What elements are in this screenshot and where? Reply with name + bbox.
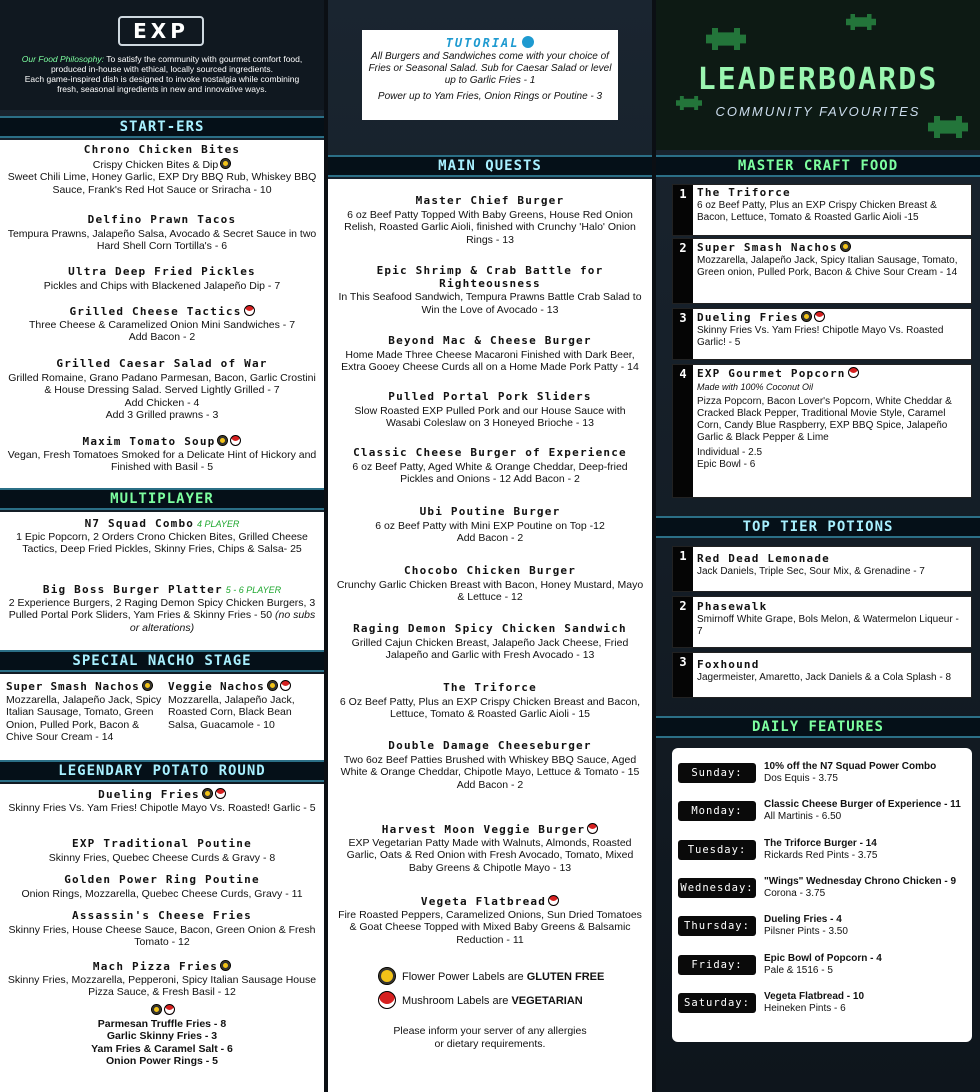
mushroom-icon (378, 991, 396, 1009)
list-item (336, 623, 644, 662)
main-quests-section (328, 179, 652, 1092)
rank-number: 2 (673, 597, 693, 647)
daily-row (678, 986, 968, 1020)
daily-row (678, 948, 968, 982)
gluten-free-icon (151, 1004, 162, 1015)
list-item (6, 788, 318, 814)
philosophy-text: To satisfy the community with gourmet comfort food, produced in-house with ethical, locally sourced ingredients. (50, 54, 303, 74)
item-title: The Triforce (443, 681, 537, 694)
philosophy-text2: Each game-inspired dish is designed to invoke nostalgia while combining fresh, seasonal ingredients in new and innovative ways. (24, 74, 300, 94)
list-item (336, 823, 644, 874)
item-extra: Add 3 Grilled prawns - 3 (105, 409, 219, 421)
side-item: Yam Fries & Caramel Salt - 6 (91, 1042, 233, 1055)
vegetarian-icon (164, 1004, 175, 1015)
legend-shroom-bold: VEGETARIAN (511, 995, 583, 1007)
item-title: Phasewalk (697, 600, 768, 613)
leaderboards-header (656, 0, 980, 150)
list-item (336, 506, 644, 545)
list-item (6, 960, 318, 999)
item-title: Chrono Chicken Bites (83, 143, 241, 156)
item-title: Pulled Portal Pork Sliders (388, 390, 592, 403)
list-item (6, 518, 318, 556)
list-item (168, 680, 318, 731)
side-item: Parmesan Truffle Fries - 8 (97, 1017, 227, 1030)
day-label: Monday: (678, 801, 756, 821)
item-desc: Tempura Prawns, Jalapeño Salsa, Avocado & Secret Sauce in two Hard Shell Corn Tortilla's - 6 (7, 227, 317, 252)
vegetarian-icon (587, 823, 598, 834)
list-item (336, 740, 644, 791)
item-desc: In This Seafood Sandwich, Tempura Prawns Battle Crab Salad to Win the Love of Avocado - 13 (338, 291, 642, 316)
header-panel (0, 0, 324, 110)
item-title: Grilled Caesar Salad of War (56, 357, 268, 370)
daily-drink: Heineken Pints - 6 (764, 1003, 846, 1014)
item-desc: Grilled Cajun Chicken Breast, Jalapeño Jack Cheese, Fried Jalapeño and Garlic with Fresh Avocado - 13 (351, 636, 629, 661)
gluten-free-icon (217, 435, 228, 446)
item-title: Ultra Deep Fried Pickles (68, 265, 256, 278)
tutorial-box (362, 30, 618, 120)
potato-heading: LEGENDARY POTATO ROUND (0, 760, 324, 782)
item-desc: 6 Oz Beef Patty, Plus an EXP Crispy Chicken Breast and Bacon, Lettuce, Tomato & Roasted Garlic Aioli - 15 (339, 695, 641, 720)
gluten-free-icon (202, 788, 213, 799)
rank-card (672, 364, 972, 498)
item-title: Mach Pizza Fries (92, 960, 219, 973)
list-item (336, 391, 644, 430)
gluten-free-icon (267, 680, 278, 691)
item-title: Veggie Nachos (168, 680, 265, 693)
vegetarian-icon (244, 305, 255, 316)
daily-heading: DAILY FEATURES (656, 716, 980, 738)
rank-number: 4 (673, 365, 693, 497)
item-title: Chocobo Chicken Burger (403, 564, 577, 577)
middle-menu-column (328, 0, 652, 1092)
day-label: Wednesday: (678, 878, 756, 898)
item-title: Raging Demon Spicy Chicken Sandwich (353, 622, 627, 635)
item-desc: Crunchy Garlic Chicken Breast with Bacon, Honey Mustard, Mayo & Lettuce - 12 (336, 578, 644, 603)
item-desc: Skinny Fries Vs. Yam Fries! Chipotle Mayo Vs. Roasted Garlic! - 5 (697, 325, 944, 348)
vegetarian-icon (548, 895, 559, 906)
side-item: Onion Power Rings - 5 (105, 1055, 218, 1067)
item-extra: Add Bacon - 2 (456, 778, 524, 791)
day-label: Saturday: (678, 993, 756, 1013)
rank-card (672, 546, 972, 592)
list-item (336, 195, 644, 246)
item-title: Golden Power Ring Poutine (64, 873, 260, 886)
left-menu-column (0, 0, 324, 1092)
list-item (336, 447, 644, 486)
item-desc: Fire Roasted Peppers, Caramelized Onions, Sun Dried Tomatoes & Goat Cheese Topped with Mixed Baby Greens & Balsamic Reduction - 11 (338, 908, 642, 946)
list-item (336, 682, 644, 721)
item-desc: Vegan, Fresh Tomatoes Smoked for a Delicate Hint of Hickory and Finished with Basil - 5 (7, 448, 317, 473)
item-desc: Skinny Fries Vs. Yam Fries! Chipotle Mayo Vs. Roasted! Garlic - 5 (8, 801, 316, 814)
daily-main: Epic Bowl of Popcorn - 4 (764, 953, 882, 964)
item-desc: Skinny Fries, Mozzarella, Pepperoni, Spicy Italian Sausage House Pizza Sauce, & Fresh Basil - 12 (7, 973, 317, 998)
item-desc: Sweet Chili Lime, Honey Garlic, EXP Dry BBQ Rub, Whiskey BBQ Sauce, Frank's Red Hot Sauce or Sriracha - 10 (7, 171, 317, 196)
gluten-free-icon (840, 241, 851, 252)
list-item (6, 358, 318, 422)
item-desc: Jagermeister, Amaretto, Jack Daniels & a Cola Splash - 8 (697, 672, 952, 683)
starters-heading: START-ERS (0, 116, 324, 138)
potato-section (0, 784, 324, 1092)
rank-card (672, 238, 972, 304)
list-item (6, 910, 318, 949)
daily-main: Vegeta Flatbread - 10 (764, 991, 865, 1002)
item-title: EXP Traditional Poutine (72, 837, 252, 850)
legend-mushroom (376, 991, 632, 1009)
food-heading: MASTER CRAFT FOOD (656, 155, 980, 177)
list-item (6, 584, 318, 634)
day-label: Friday: (678, 955, 756, 975)
day-label: Sunday: (678, 763, 756, 783)
daily-main: Dueling Fries - 4 (764, 914, 842, 925)
list-item (336, 265, 644, 316)
item-desc: EXP Vegetarian Patty Made with Walnuts, Almonds, Roasted Garlic, Oats & Red Onion with Fresh Avocado, Tomato, Mixed Baby Greens & Chipotle Mayo - 13 (346, 836, 634, 874)
item-desc: Smirnoff White Grape, Bols Melon, & Watermelon Liqueur - 7 (697, 614, 959, 637)
vegetarian-icon (848, 367, 859, 378)
item-desc: Grilled Romaine, Grano Padano Parmesan, Bacon, Garlic Crostini & House Dressing Salad. Served Lightly Grilled - 7 (8, 371, 316, 396)
item-desc: 1 Epic Popcorn, 2 Orders Crono Chicken Bites, Grilled Cheese Tactics, Deep Fried Pickles, Skinny Fries, Chips & Salsa- 25 (16, 530, 308, 555)
leaderboards-subtitle: COMMUNITY FAVOURITES (715, 104, 921, 119)
tutorial-text: All Burgers and Sandwiches come with your choice of Fries or Seasonal Salad. Sub for Caesar Salad or level up to Garlic Fries - 1 (368, 51, 612, 86)
item-desc: Skinny Fries, House Cheese Sauce, Bacon, Green Onion & Fresh Tomato - 12 (8, 923, 316, 948)
daily-main: Classic Cheese Burger of Experience - 11 (764, 799, 961, 810)
legend-flower-text: Flower Power Labels are (402, 971, 527, 983)
item-title: Beyond Mac & Cheese Burger (388, 334, 592, 347)
day-label: Tuesday: (678, 840, 756, 860)
gluten-free-icon (220, 158, 231, 169)
item-title: Master Chief Burger (415, 194, 565, 207)
gluten-free-icon (142, 680, 153, 691)
item-desc: Pickles and Chips with Blackened Jalapeño Dip - 7 (43, 279, 281, 292)
daily-row (678, 909, 968, 943)
allergy-notice: Please inform your server of any allergies or dietary requirements. (393, 1025, 587, 1050)
item-title: Red Dead Lemonade (697, 552, 830, 565)
nacho-section (0, 674, 324, 760)
item-desc: 6 oz Beef Patty Topped With Baby Greens, House Red Onion Relish, Roasted Garlic Aioli, finished with Crunchy 'Halo' Onion Rings - 13 (344, 208, 636, 246)
item-extra: Add Chicken - 4 (124, 396, 200, 409)
list-item (6, 214, 318, 253)
item-extra: Epic Bowl - 6 (697, 459, 756, 470)
item-desc: Skinny Fries, Quebec Cheese Curds & Gravy - 8 (48, 851, 276, 864)
item-title: Harvest Moon Veggie Burger (381, 823, 586, 836)
item-desc: 6 oz Beef Patty, Aged White & Orange Cheddar, Deep-fried Pickles and Onions - 12 Add Bacon - 2 (352, 460, 628, 485)
item-title: Ubi Poutine Burger (419, 505, 561, 518)
item-title: EXP Gourmet Popcorn (697, 367, 846, 380)
item-desc: Onion Rings, Mozzarella, Quebec Cheese Curds, Gravy - 11 (21, 887, 303, 900)
item-title: Super Smash Nachos (6, 680, 140, 693)
gluten-free-icon (220, 960, 231, 971)
daily-row (678, 871, 968, 905)
item-title: Foxhound (697, 658, 760, 671)
item-desc: Home Made Three Cheese Macaroni Finished with Dark Beer, Extra Gooey Cheese Curds all on a Home Made Pork Patty - 14 (341, 348, 639, 373)
legend-flower (376, 967, 632, 985)
exp-logo: EXP (118, 16, 204, 46)
vegetarian-icon (215, 788, 226, 799)
daily-drink: Corona - 3.75 (764, 888, 826, 899)
item-extra: Add Bacon - 2 (128, 331, 196, 343)
leaderboards-title: LEADERBOARDS (697, 62, 939, 97)
food-philosophy (14, 54, 310, 94)
vegetarian-icon (814, 311, 825, 322)
list-item (6, 305, 318, 344)
item-extra: Individual - 2.5 (697, 447, 763, 458)
list-item (6, 680, 162, 744)
daily-drink: Rickards Red Pints - 3.75 (764, 850, 878, 861)
daily-drink: Dos Equis - 3.75 (764, 773, 838, 784)
space-invader-icon (846, 14, 876, 30)
item-desc: Two 6oz Beef Patties Brushed with Whiskey BBQ Sauce, Aged White & Orange Cheddar, Chipotle Mayo, Lettuce & Tomato - 15 (340, 753, 640, 778)
item-sub: Crispy Chicken Bites & Dip (92, 158, 219, 171)
item-title: N7 Squad Combo (84, 517, 195, 530)
item-title: Epic Shrimp & Crab Battle for Righteousness (376, 264, 604, 290)
sides-list (6, 1004, 318, 1068)
item-title: Classic Cheese Burger of Experience (353, 446, 627, 459)
item-title: Grilled Cheese Tactics (69, 305, 242, 318)
space-invader-icon (928, 116, 968, 138)
item-note: (no subs or alterations) (129, 609, 316, 634)
flower-icon (378, 967, 396, 985)
item-title: Assassin's Cheese Fries (72, 909, 252, 922)
multiplayer-section (0, 512, 324, 650)
rank-card (672, 652, 972, 698)
item-title: Super Smash Nachos (697, 241, 838, 254)
rank-number: 1 (673, 547, 693, 591)
rank-number: 3 (673, 653, 693, 697)
item-title: Big Boss Burger Platter (42, 583, 223, 596)
daily-features-panel (672, 748, 972, 1042)
list-item (6, 435, 318, 474)
item-note: Made with 100% Coconut Oil (697, 382, 814, 392)
daily-row (678, 794, 968, 828)
item-desc: Pizza Popcorn, Bacon Lover's Popcorn, White Cheddar & Cracked Black Pepper, Traditional Movie Style, Caramel Corn, Candy Blue Raspberry, EXP BBQ Spice, Jalapeño Garlic & Black Pepper & Lime (697, 396, 952, 443)
day-label: Thursday: (678, 916, 756, 936)
daily-row (678, 833, 968, 867)
item-desc: Mozzarella, Jalapeño Jack, Spicy Italian Sausage, Tomato, Green Onion, Pulled Pork, Bacon & Chive Sour Cream - 14 (6, 693, 162, 743)
rank-card (672, 596, 972, 648)
rank-card (672, 308, 972, 360)
item-title: Dueling Fries (697, 311, 799, 324)
side-item: Garlic Skinny Fries - 3 (106, 1030, 218, 1042)
player-tag: 4 PLAYER (197, 519, 240, 529)
item-title: Double Damage Cheeseburger (388, 739, 592, 752)
item-title: Dueling Fries (98, 788, 200, 801)
legend-flower-bold: GLUTEN FREE (526, 971, 605, 983)
item-desc: 2 Experience Burgers, 2 Raging Demon Spicy Chicken Burgers, 3 Pulled Portal Pork Sliders, Yam Fries & Skinny Fries - 50 (8, 596, 316, 621)
list-item (336, 565, 644, 604)
rank-card (672, 184, 972, 236)
potions-heading: TOP TIER POTIONS (656, 516, 980, 538)
item-desc: Slow Roasted EXP Pulled Pork and our House Sauce with Wasabi Coleslaw on 3 Honeyed Brioche - 13 (354, 404, 626, 429)
daily-row (678, 756, 968, 790)
player-tag: 5 - 6 PLAYER (225, 585, 282, 595)
daily-drink: Pale & 1516 - 5 (764, 965, 833, 976)
daily-drink: All Martinis - 6.50 (764, 811, 842, 822)
item-title: Maxim Tomato Soup (82, 435, 216, 448)
item-desc: 6 oz Beef Patty, Plus an EXP Crispy Chicken Breast & Bacon, Lettuce, Tomato & Roasted Garlic Aioli -15 (697, 200, 937, 223)
rank-number: 3 (673, 309, 693, 359)
item-desc: Three Cheese & Caramelized Onion Mini Sandwiches - 7 (28, 318, 296, 331)
item-desc: Jack Daniels, Triple Sec, Sour Mix, & Grenadine - 7 (697, 566, 925, 577)
list-item (336, 895, 644, 946)
item-title: The Triforce (697, 186, 791, 199)
rank-number: 1 (673, 185, 693, 235)
daily-main: "Wings" Wednesday Chrono Chicken - 9 (764, 876, 957, 887)
list-item (6, 838, 318, 864)
list-item (6, 874, 318, 900)
pacman-icon (522, 36, 534, 48)
right-menu-column (656, 0, 980, 1092)
tutorial-title: TUTORIAL (445, 36, 520, 50)
rank-number: 2 (673, 239, 693, 303)
item-extra: Add Bacon - 2 (456, 532, 524, 544)
item-desc: Mozzarella, Jalapeño Jack, Spicy Italian Sausage, Tomato, Green onion, Pulled Pork, Bacon & Chive Sour Cream - 14 (697, 255, 958, 278)
list-item (6, 266, 318, 292)
list-item (6, 144, 318, 196)
item-desc: Mozzarella, Jalapeño Jack, Roasted Corn, Black Bean Salsa, Guacamole - 10 (168, 693, 295, 731)
item-title: Vegeta Flatbread (420, 895, 547, 908)
daily-main: 10% off the N7 Squad Power Combo (764, 761, 937, 772)
main-quests-heading: MAIN QUESTS (328, 155, 652, 177)
item-desc: 6 oz Beef Patty with Mini EXP Poutine on Top -12 (375, 519, 605, 532)
list-item (336, 335, 644, 374)
item-title: Delfino Prawn Tacos (87, 213, 237, 226)
gluten-free-icon (801, 311, 812, 322)
vegetarian-icon (280, 680, 291, 691)
vegetarian-icon (230, 435, 241, 446)
daily-main: The Triforce Burger - 14 (764, 838, 877, 849)
legend-shroom-text: Mushroom Labels are (402, 995, 512, 1007)
daily-drink: Pilsner Pints - 3.50 (764, 926, 848, 937)
multiplayer-heading: MULTIPLAYER (0, 488, 324, 510)
philosophy-lead: Our Food Philosophy: (21, 54, 104, 64)
space-invader-icon (706, 28, 746, 50)
nacho-heading: SPECIAL NACHO STAGE (0, 650, 324, 672)
starters-section (0, 140, 324, 488)
tutorial-text2: Power up to Yam Fries, Onion Rings or Poutine - 3 (377, 91, 603, 102)
